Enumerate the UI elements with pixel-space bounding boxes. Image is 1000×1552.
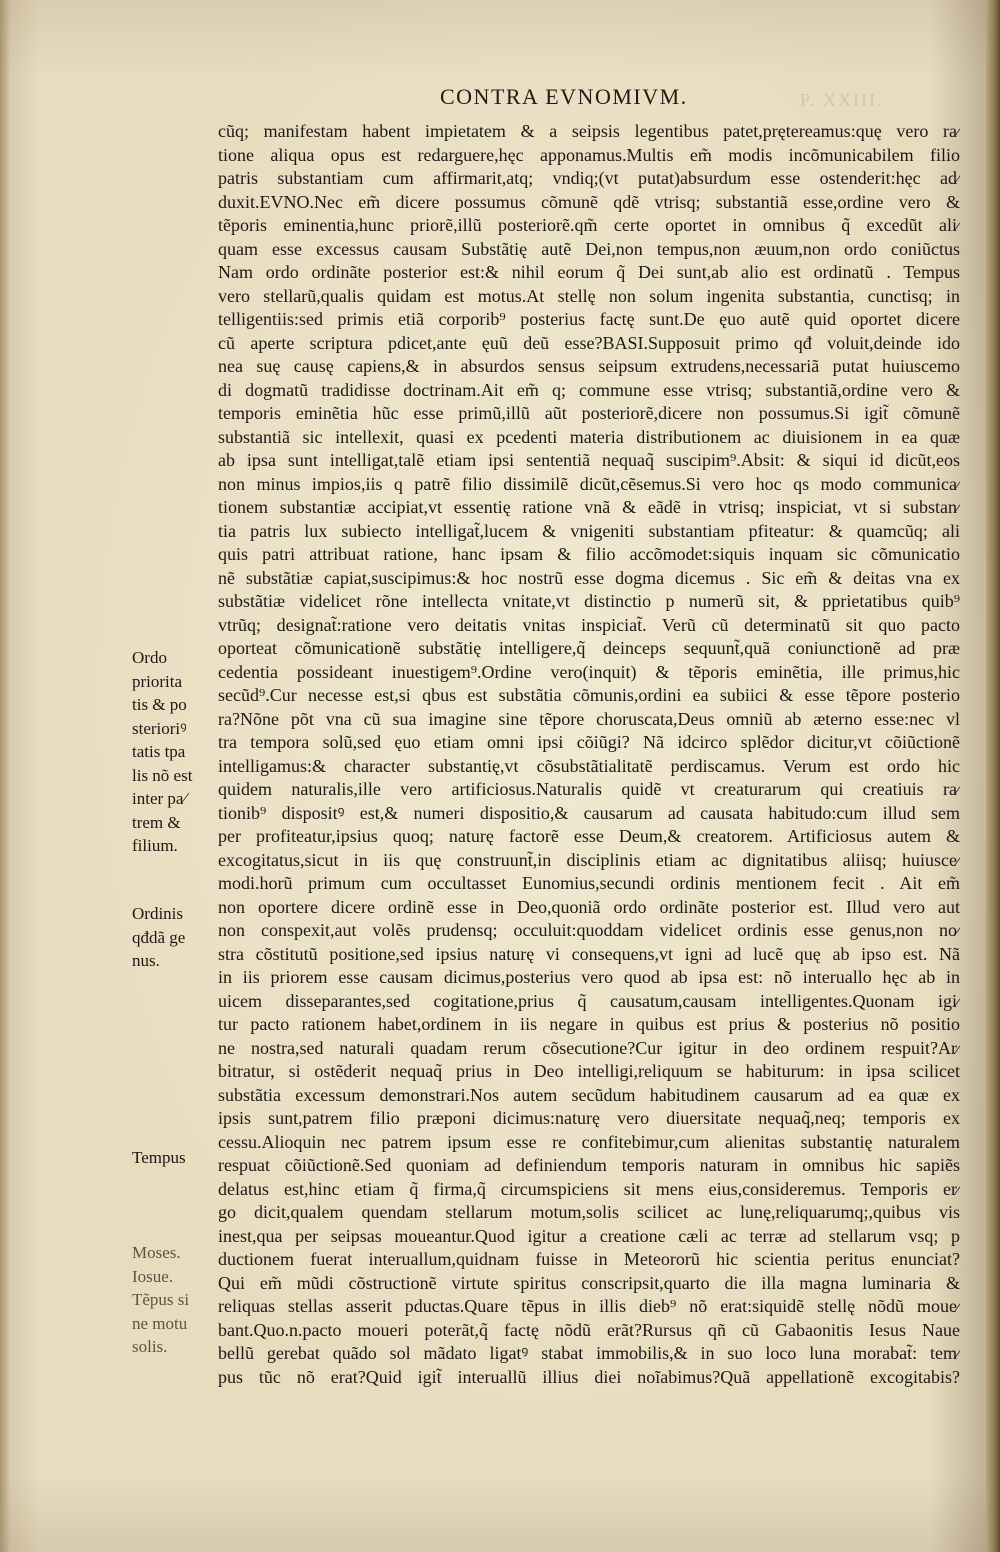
text-line: quis patri attribuat ratione, hanc ipsam & filio accõmodet:siquis inquam sic cõmunicatio (218, 544, 960, 564)
text-line: cedentia possideant inuestigem⁹.Ordine vero(inquit) & tẽporis eminẽtia, ille primus,hic (218, 661, 960, 682)
text-line: non oportere dicere ordinẽ esse in Deo,quoniã ordo ordinãte posterior est. Illud vero aut (218, 896, 960, 917)
text-line: delatus est,hinc etiam q̃ firma,q̃ circumspiciens sit mens eius,consideremus. Temporis er⁄ (218, 1178, 960, 1199)
bleed-through-text: P. XXIII. (800, 90, 884, 110)
text-line: stra cõstitutũ positione,sed ipsius naturę vi consequens,vt igni ad lucẽ quę ab ipso est. Nã (218, 943, 960, 964)
marginal-note-line: Moses. (132, 1243, 181, 1262)
text-line: go dicit,qualem quendam stellarum motum,solis scilicet ac lunę,reliquarumq;,quibus vis (218, 1202, 960, 1222)
text-line: patris substantiam cum affirmarit,atq; vndiq;(vt putat)absurdum esse ostenderit:hęc ad⁄ (218, 168, 960, 188)
text-line: telligentiis:sed primis etiã corporib⁹ posterius factę sunt.De ęuo autẽ quid oportet dicere (218, 309, 960, 329)
text-line: ductionem fuerat interuallum,quidnam fuisse in Meteororũ hic scientia peritus enunciat? (218, 1249, 960, 1269)
marginal-note-line: lis nõ est (132, 765, 193, 785)
text-line: tur pacto rationem habet,ordinem in iis negare in quibus est prius & posterius nõ positio (218, 1014, 960, 1034)
marginal-note-line: qđdã ge (132, 927, 186, 947)
text-line: ra?Nõne põt vna cũ sua imagine sine tẽpore choruscata,Deus omniũ ab æterno esse:nec vl (218, 708, 960, 729)
text-line: ipsis sunt,patrem filio præponi dicimus:naturę vero diuersitate nequaq̃,neq; temporis ex (218, 1108, 960, 1128)
text-line: quam esse excessus causam Substãtię autẽ Dei,non tempus,non æuum,non ordo coniũctus (218, 238, 960, 259)
text-line: in iis priorem esse causam dicimus,posterius vero quod ab ipsa est: nõ interuallo hęc ab in (218, 967, 960, 987)
text-line: tẽporis eminentia,hunc priorẽ,illũ posteriorẽ.qm̃ certe oportet in omnibus q̃ excedũt ali⁄ (218, 215, 960, 235)
marginal-note-line: Tempus (132, 1148, 186, 1167)
text-line: secũd⁹.Cur necesse est,si qbus est substãtia cõmunis,ordini ea subiici & esse tẽpore posterio (218, 685, 960, 705)
text-line: uicem disseparantes,sed cogitatione,prius q̃ causatum,causam intelligentes.Quonam igi⁄ (218, 990, 960, 1011)
marginal-note-line: tatis tpa (132, 742, 186, 761)
text-line: cũq; manifestam habent impietatem & a seipsis legentibus patet,prętereamus:quę vero ra⁄ (218, 121, 960, 141)
text-line: non minus impios,iis q patrẽ filio dissimilẽ dicũt,cẽsemus.Si vero hoc qs modo communica⁄ (218, 473, 960, 494)
text-line: tionem substantiæ accipiat,vt essentię ratione vnã & eãdẽ in vtrisq; inspiciat, vt si substan⁄ (218, 497, 960, 517)
text-line: nea suę causę capiens,& in absurdos sensus seipsum extrudens,necessariã putat huiuscemo (218, 356, 960, 376)
marginal-note-line: filium. (132, 836, 178, 855)
text-line: temporis eminẽtia hũc esse primũ,illũ aũt posteriorẽ,dicere non possumus.Si igit̃ cõmunẽ (218, 403, 960, 423)
text-line: quidem naturalis,ille vero artificiosus.Naturalis quidẽ vt creaturarum qui creatiuis ra⁄ (218, 779, 960, 799)
page-fore-edge (986, 0, 1000, 1552)
marginal-note-line: Ordo (132, 648, 167, 667)
text-line: tia patris lux subiecto intelligat̃,lucem & vnigeniti substantiam pfiteatur: & quamcũq; ali (218, 520, 960, 541)
marginal-note-line: tis & po (132, 695, 187, 714)
text-line: ab ipsa sunt intelligat,talẽ etiam ipsi sententiã nequaq̃ suscipim⁹.Absit: & siqui id dicũt,eos (218, 450, 960, 470)
marginal-note-line: inter pa⁄ (132, 789, 187, 808)
marginal-note-line: trem & (132, 812, 181, 832)
text-line: tione aliqua opus est redarguere,hęc apponamus.Multis em̃ modis incõmunicabilem filio (218, 144, 960, 165)
running-header: CONTRA EVNOMIVM. (440, 84, 688, 109)
marginal-note-ordinis-genus (132, 902, 214, 973)
text-line: oporteat cõmunicationẽ substãtię intelligere,q̃ deinceps sequunt̃,quã coniunctionẽ ad præ (218, 638, 960, 658)
marginal-note-line: Iosue. (132, 1266, 174, 1286)
marginal-note-line: Ordinis (132, 904, 183, 923)
marginal-note-line: nus. (132, 951, 160, 970)
text-line: per profiteatur,ipsius quoq; naturę factorẽ esse Deum,& creatorem. Artificiosus autem & (218, 826, 960, 846)
text-line: bitratur, si ostẽderit nequaq̃ prius in Deo intelligi,reliquum se habiturum: in ipsa scilicet (218, 1061, 960, 1081)
text-line: substantiã sic intellexit, quasi ex pcedenti materia distributionem ac diuisionem in ea quæ (218, 426, 960, 447)
text-line: pus tũc nõ erat?Quid igit̃ interuallũ illius diei noĩabimus?Quã appellationẽ excogitabis? (218, 1366, 960, 1387)
text-line: Qui em̃ mũdi cõstructionẽ virtute spiritus conscripsit,quarto die illa magna luminaria & (218, 1272, 960, 1293)
page-gutter-shadow (0, 0, 10, 1552)
marginal-note-line: sterioriꝰ (132, 718, 187, 738)
text-line: duxit.EVNO.Nec em̃ dicere possumus cõmunẽ qdẽ vtrisq; substantiã esse,ordine vero & (218, 191, 960, 212)
text-line: cũ aperte scriptura pdicet,ante ęuũ deũ esse?BASI.Supposuit primo qđ voluit,deinde ido (218, 332, 960, 353)
marginal-note-ordo-prioritatis (132, 646, 214, 858)
text-line: bellũ gerebat quãdo sol mãdato ligatꝰ stabat immobilis,& in suo loco luna morabat̃: tem⁄ (218, 1343, 960, 1363)
text-line: cessu.Alioquin nec patrem ipsum esse re confitebimur,cum alienitas substantię naturalem (218, 1131, 960, 1152)
text-line: intelligamus:& character substantię,vt cõsubstãtialitatẽ perdiscamus. Verum est ordo hic (218, 755, 960, 776)
marginal-note-moses-iosue (132, 1241, 214, 1359)
text-line: di dogmatũ tradidisse doctrinam.Ait em̃ q; commune esse vtrisq; substantiã,ordine vero & (218, 379, 960, 400)
marginal-note-tempus (132, 1146, 214, 1170)
text-line: reliquas stellas asserit pductas.Quare tẽpus in illis dieb⁹ nõ erat:siquidẽ stellę nõdũ moue⁄ (218, 1296, 960, 1316)
marginal-note-line: solis. (132, 1337, 168, 1356)
text-line: excogitatus,sicut in iis quę construunt̃,in disciplinis etiam ac dignitatibus aliisq; huiusce⁄ (218, 849, 960, 870)
text-line: substãtia excessum demonstrari.Nos autem secũdum habitudinem causarum ad ea quæ ex (218, 1084, 960, 1105)
marginal-note-line: Tẽpus si (132, 1290, 190, 1309)
marginal-note-line: priorita (132, 671, 183, 691)
text-line: nẽ substãtiæ capiat,suscipimus:& hoc nostrũ esse dogma dicemus . Sic em̃ & deitas vna ex (218, 567, 960, 588)
text-line: modi.horũ primum cum occultasset Eunomius,secundi ordinis mentionem fecit . Ait em̃ (218, 873, 960, 893)
text-line: inest,qua per seipsas moueantur.Quod igitur a creatione cæli ac terræ ad stellarum vsq; p (218, 1225, 960, 1246)
text-line: ne nostra,sed naturali quadam rerum cõsecutione?Cur igitur in deo ordinem respuit?Ar⁄ (218, 1037, 960, 1058)
text-line: substãtiæ videlicet rõne intellecta vnitate,vt distinctio p numerũ sit, & pprietatibus quib⁹ (218, 591, 960, 611)
text-line: tionib⁹ dispositꝰ est,& numeri dispositio,& causarum ad causata habitudo:cum illud sem (218, 802, 960, 823)
main-text-block (218, 120, 960, 1389)
text-line: vtrũq; designat̃:ratione vero deitatis vnitas inspiciat̃. Verũ cũ determinatũ sit quo pacto (218, 614, 960, 635)
marginal-note-line: ne motu (132, 1313, 188, 1333)
text-line: bant.Quo.n.pacto moueri poterãt,q̃ factę nõdũ erãt?Rursus qñ cũ Gabaonitis Iesus Naue (218, 1319, 960, 1340)
text-line: non conspexit,aut volẽs prudensq; occuluit:quoddam videlicet ordinis esse genus,non no⁄ (218, 920, 960, 940)
text-line: Nam ordo ordinãte posterior est:& nihil eorum q̃ Dei sunt,ab alio est ordinatũ . Tempus (218, 262, 960, 282)
text-line: vero stellarũ,qualis quidam est motus.At stellę non solum ingenita substantia, cunctisq; in (218, 285, 960, 306)
text-line: tra tempora solũ,sed ęuo etiam omni ipsi cõiũgi? Nã idcirco splẽdor dicitur,vt cõiũctionẽ (218, 732, 960, 752)
text-line: respuat cõiũctionẽ.Sed quoniam ad definiendum temporis naturam in omnibus hic sapiẽs (218, 1155, 960, 1175)
